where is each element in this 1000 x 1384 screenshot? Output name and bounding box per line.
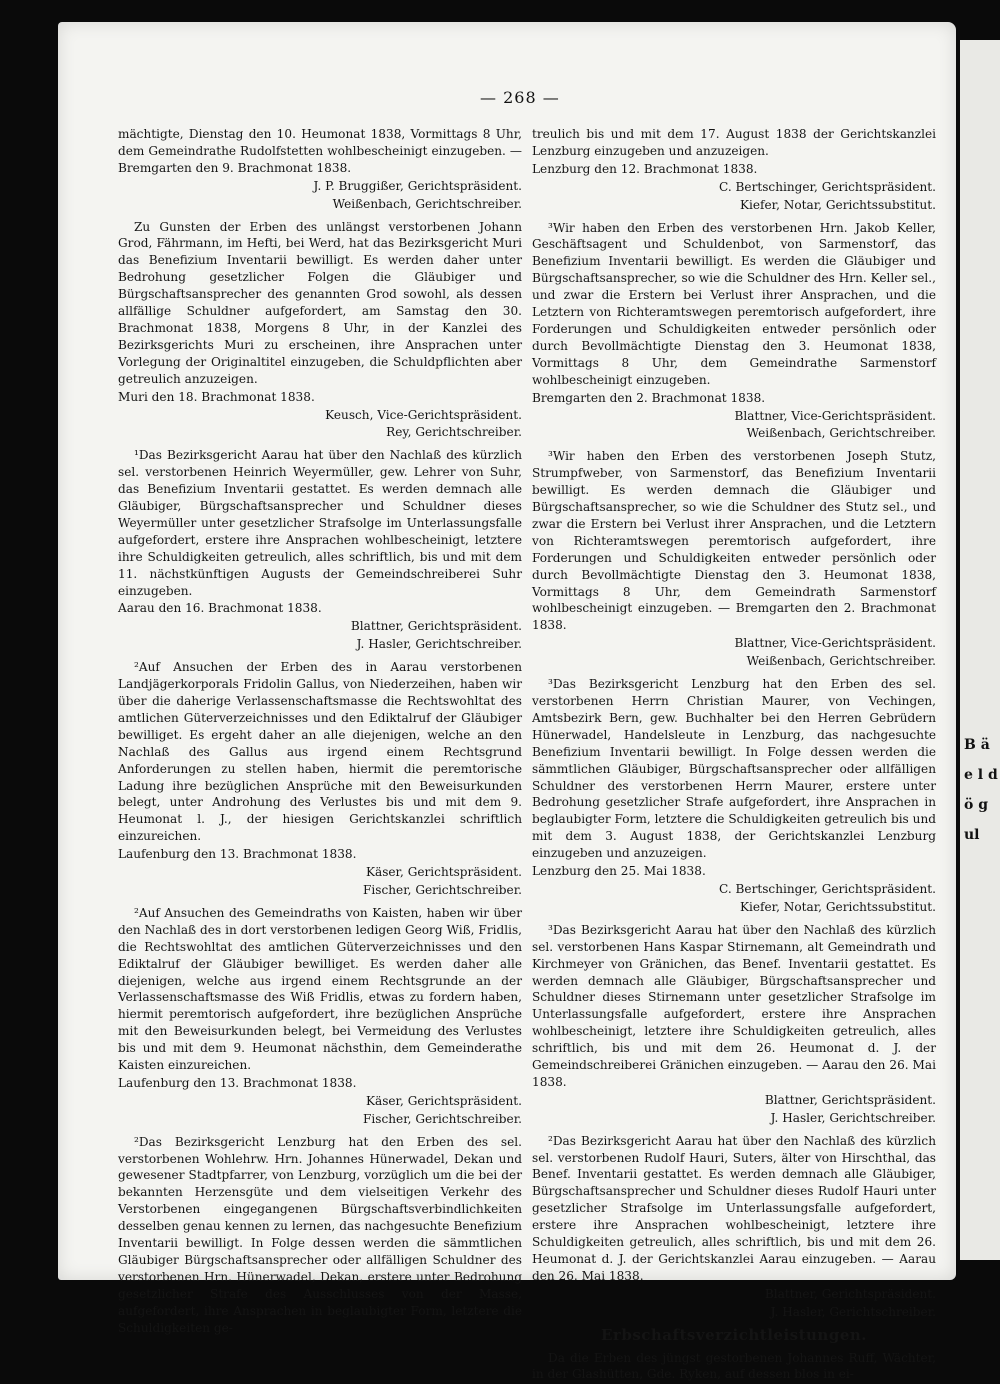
signature-line: Fischer, Gerichtschreiber. [363, 882, 522, 897]
signature-line: Kiefer, Notar, Gerichtssubstitut. [739, 197, 936, 212]
adjacent-page-text: B ä e l d ö g ul [964, 737, 998, 843]
signature-line: Käser, Gerichtspräsident. [365, 1093, 522, 1108]
text-line: Bremgarten den 2. Brachmonat 1838. [532, 390, 766, 405]
notice-paragraph: ²Auf Ansuchen der Erben des in Aarau verstorbenen Landjägerkorporals Fridolin Gallus, von Niederzeihen, haben wir über die daherige Verlassenschaftsmasse die Rechtswohltat des amtlichen Güterverzeichnisses und den Ediktalruf der Gläubiger bewilliget. Es ergeht daher an alle diejenigen, welche an den Nachlaß des Gallus aus irgend einem Rechtsgrund Anforderungen zu stellen haben, hiermit die peremtorische Ladung ihre bezüglichen Ansprüche mit den Beweisurkunden belegt, unter Androhung des Verlustes bis und mit dem 9. Heumonat l. J., der hiesigen Gerichtskanzlei schriftlich einzureichen. [118, 660, 522, 844]
right-column [532, 126, 936, 1384]
signature-line: Blattner, Gerichtspräsident. [764, 1286, 936, 1301]
notice-paragraph: ²Auf Ansuchen des Gemeindraths von Kaisten, haben wir über den Nachlaß des in dort verstorbenen ledigen Georg Wiß, Fridlis, die Rechtswohltat des amtlichen Güterverzeichnisses und den Ediktalruf der Gläubiger bewilliget. Es werden daher alle diejenigen, welche aus irgend einem Rechtsgrunde an der Verlassenschaftsmasse des Wiß Fridlis, etwas zu fordern haben, hiermit peremtorisch aufgefordert, ihre bezüglichen Ansprüche mit den Beweisurkunden belegt, bei Vermeidung des Verlustes bis und mit dem 9. Heumonat nächsthin, dem Gemeinderathe Kaisten einzureichen. [118, 905, 522, 1073]
signature-line: Blattner, Gerichtspräsident. [764, 1092, 936, 1107]
signature-line: J. P. Bruggißer, Gerichtspräsident. [313, 178, 522, 193]
text-line: treulich bis und mit dem 17. August 1838 der Gerichtskanzlei Lenzburg einzugeben und anzuzeigen. [532, 127, 936, 158]
signature-line: Fischer, Gerichtschreiber. [363, 1111, 522, 1126]
text-line: Aarau den 16. Brachmonat 1838. [118, 601, 322, 616]
section-heading: Erbschaftsverzichtleistungen. [601, 1325, 867, 1344]
signature-line: J. Hasler, Gerichtschreiber. [770, 1110, 936, 1125]
notice-paragraph: ³Das Bezirksgericht Aarau hat über den Nachlaß des kürzlich sel. verstorbenen Hans Kaspar Stirnemann, alt Gemeindrath und Kirchmeyer von Gränichen, das Benef. Inventarii gestattet. Es werden demnach alle Gläubiger, Bürgschaftsansprecher und Schuldner dieses Stirnemann unter gesetzlicher Strafsolge im Unterlassungsfalle aufgefordert, erstere ihre Ansprachen wohlbescheinigt, letztere ihre Schuldigkeiten getreulich, alles schriftlich, bis und mit dem 26. Heumonat d. J. der Gemeindschreiberei Gränichen einzugeben. — Aarau den 26. Mai 1838. [532, 922, 936, 1089]
notice-paragraph: ²Das Bezirksgericht Aarau hat über den Nachlaß des kürzlich sel. verstorbenen Rudolf Hauri, Suters, älter von Hirschthal, das Benef. Inventarii gestattet. Es werden demnach alle Gläubiger, Bürgschaftsansprecher und Schuldner dieses Rudolf Hauri unter gesetzlicher Strafsolge im Unterlassungsfalle aufgefordert, erstere ihre Ansprachen wohlbescheinigt, letztere ihre Schuldigkeiten getreulich, alles schriftlich, bis und mit dem 26. Heumonat d. J. der Gerichtskanzlei Aarau einzugeben. — Aarau den 26. Mai 1838. [532, 1133, 936, 1283]
signature-line: C. Bertschinger, Gerichtspräsident. [719, 179, 936, 194]
text-line: mächtigte, Dienstag den 10. Heumonat 1838, Vormittags 8 Uhr, dem Gemeindrathe Rudolfstetten wohlbescheinigt einzugeben. — Bremgarten den 9. Brachmonat 1838. [118, 127, 522, 175]
signature-line: Keusch, Vice-Gerichtspräsident. [325, 407, 522, 422]
notice-paragraph: Da die Erben des jüngst gestorbenen Johannes Ruff, Wächter, in der Glashütten, Gde. Ryken, auf dessen blos in ei- [532, 1350, 936, 1382]
notice-paragraph: ¹Das Bezirksgericht Aarau hat über den Nachlaß des kürzlich sel. verstorbenen Heinrich Weyermüller, gew. Lehrer von Suhr, das Benefizium Inventarii gestattet. Es werden demnach alle Gläubiger, Bürgschaftsansprecher und Schuldner dieses Weyermüller unter gesetzlicher Strafsolge im Unterlassungsfalle aufgefordert, erstere ihre Ansprachen wohlbescheinigt, letztere ihre Schuldigkeiten getreulich, alles schriftlich, bis und mit dem 11. nächstkünftigen Augusts der Gemeindschreiberei Suhr einzugeben. [118, 448, 522, 598]
signature-line: Rey, Gerichtschreiber. [386, 425, 522, 440]
text-line: Laufenburg den 13. Brachmonat 1838. [118, 847, 357, 862]
text-line: Muri den 18. Brachmonat 1838. [118, 389, 315, 404]
notice-paragraph: ²Das Bezirksgericht Lenzburg hat den Erben des sel. verstorbenen Wohlehrw. Hrn. Johannes Hünerwadel, Dekan und gewesener Stadtpfarrer, von Lenzburg, vorzüglich um die bei der bekannten Herzensgüte und dem vielseitigen Verkehr des Verstorbenen eingegangenen Bürgschaftsverbindlichkeiten desselben genau kennen zu lernen, das nachgesuchte Benefizium Inventarii bewilligt. In Folge dessen werden die sämmtlichen Gläubiger Bürgschaftsansprecher oder allfälligen Schuldner des verstorbenen Hrn. Hünerwadel, Dekan, erstere unter Bedrohung gesetzlicher Strafe des Ausschlusses von der Masse, aufgefordert, ihre Ansprachen in beglaubigter Form, letztere die Schuldigkeiten ge- [118, 1134, 522, 1335]
notice-paragraph: ³Wir haben den Erben des verstorbenen Hrn. Jakob Keller, Geschäftsagent und Schuldenbot, von Sarmenstorf, das Benefizium Inventarii bewilligt. Es werden die Gläubiger und Bürgschaftsansprecher, so wie die Schuldner des Hrn. Keller sel., und zwar die Erstern bei Verlust ihrer Ansprachen, und die Letztern von Richteramtswegen peremtorisch aufgefordert, ihre Forderungen und Schuldigkeiten entweder persönlich oder durch Bevollmächtigte Dienstag den 3. Heumonat 1838, Vormittags 8 Uhr, dem Gemeindrathe Sarmenstorf wohlbescheinigt einzugeben. [532, 220, 936, 387]
left-column [118, 126, 522, 1338]
text-line: Lenzburg den 12. Brachmonat 1838. [532, 161, 758, 176]
notice-paragraph: ³Wir haben den Erben des verstorbenen Joseph Stutz, Strumpfweber, von Sarmenstorf, das Benefizium Inventarii bewilligt. Es werden demnach die Gläubiger und Bürgschaftsansprecher, so wie die Schuldner des Stutz sel., und zwar die Erstern bei Verlust ihrer Ansprachen, und die Letztern von Richteramtswegen peremtorisch aufgefordert, ihre Forderungen und Schuldigkeiten entweder persönlich oder durch Bevollmächtigte Dienstag den 3. Heumonat 1838, Vormittags 8 Uhr, dem Gemeindrath Sarmenstorf wohlbescheinigt einzugeben. — Bremgarten den 2. Brachmonat 1838. [532, 449, 936, 633]
signature-line: Weißenbach, Gerichtschreiber. [746, 654, 936, 669]
signature-line: Weißenbach, Gerichtschreiber. [746, 426, 936, 441]
signature-line: Käser, Gerichtspräsident. [365, 865, 522, 880]
signature-line: J. Hasler, Gerichtschreiber. [770, 1304, 936, 1319]
signature-line: Blattner, Vice-Gerichtspräsident. [734, 408, 936, 423]
text-line: Laufenburg den 13. Brachmonat 1838. [118, 1075, 357, 1090]
notice-paragraph: ³Das Bezirksgericht Lenzburg hat den Erben des sel. verstorbenen Herrn Christian Maurer, von Vechingen, Amtsbezirk Bern, gew. Buchhalter bei den Herren Gebrüdern Hünerwadel, Handelsleute in Lenzburg, das nachgesuchte Benefizium Inventarii bewilligt. In Folge dessen werden die sämmtlichen Gläubiger, Bürgschaftsansprecher oder allfälligen Schuldner des verstorbenen Herrn Maurer, erstere unter Bedrohung gesetzlicher Strafe aufgefordert, ihre Ansprachen in beglaubigter Form, letztere die Schuldigkeiten getreulich bis und mit dem 3. August 1838, der Gerichtskanzlei Lenzburg einzugeben und anzuzeigen. [532, 677, 936, 861]
adjacent-page-edge [960, 40, 1000, 1260]
notice-paragraph: Zu Gunsten der Erben des unlängst verstorbenen Johann Grod, Fährmann, im Hefti, bei Werd, hat das Bezirksgericht Muri das Benefizium Inventarii bewilligt. Es werden daher unter Bedrohung gesetzlicher Folgen die Gläubiger und Bürgschaftsansprecher des genannten Grod sowohl, als dessen allfällige Schuldner aufgefordert, am Samstag den 30. Brachmonat 1838, Morgens 8 Uhr, in der Kanzlei des Bezirksgerichts Muri zu erscheinen, ihre Ansprachen unter Vorlegung der Originaltitel einzugeben, die Schuldpflichten aber getreulich anzuzeigen. [118, 219, 522, 386]
signature-line: Kiefer, Notar, Gerichtssubstitut. [739, 899, 936, 914]
signature-line: Blattner, Gerichtspräsident. [350, 619, 522, 634]
signature-line: J. Hasler, Gerichtschreiber. [356, 637, 522, 652]
signature-line: C. Bertschinger, Gerichtspräsident. [719, 881, 936, 896]
text-line: Lenzburg den 25. Mai 1838. [532, 864, 706, 879]
page-number: — 268 — [480, 88, 560, 107]
signature-line: Blattner, Vice-Gerichtspräsident. [734, 636, 936, 651]
signature-line: Weißenbach, Gerichtschreiber. [332, 196, 522, 211]
